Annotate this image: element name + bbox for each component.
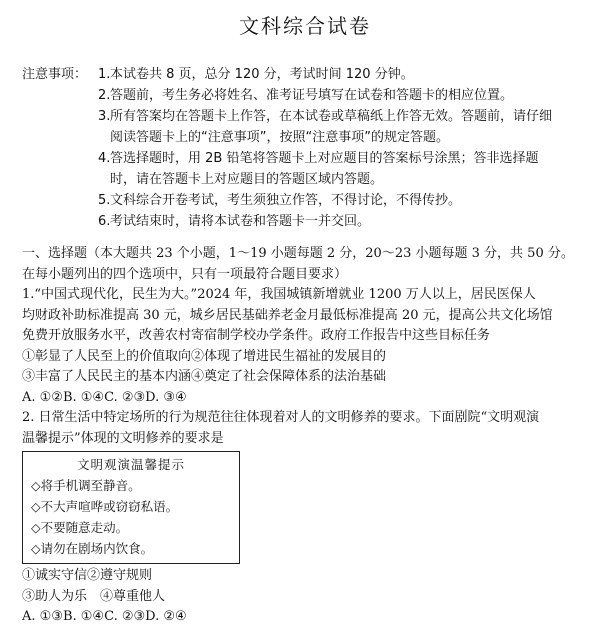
theater-notice-item: ◇不大声喧哗或窃窃私语。 xyxy=(31,499,179,514)
question-1 xyxy=(22,285,594,408)
notice-item-text: 阅读答题卡上的“注意事项”，按照“注意事项”的规定答题。 xyxy=(110,130,449,145)
theater-notice-box xyxy=(22,451,240,564)
notice-label: 注意事项： xyxy=(22,67,88,82)
notice-item-4 xyxy=(100,148,597,190)
page-title: 文科综合试卷 xyxy=(239,14,371,38)
notice-item-number: 6. xyxy=(98,214,111,229)
question-text: 免费开放服务水平，改善农村寄宿制学校办学条件。政府工作报告中这些目标任务 xyxy=(22,328,491,343)
notice-item-number: 1. xyxy=(98,67,111,82)
notice-item-text: 文科综合开卷考试，考生须独立作答，不得讨论，不得传抄。 xyxy=(110,193,462,208)
notice-item-3 xyxy=(100,106,597,148)
answer-options: A. ①②B. ①④C. ②③D. ③④ xyxy=(22,389,187,405)
questions-section xyxy=(22,244,594,628)
question-text: 均财政补助标准提高 30 元，城乡居民基础养老金月最低标准提高 20 元，提高公共文化场馆 xyxy=(22,307,553,323)
question-text: 2. 日常生活中特定场所的行为规范往往体现着对人的文明修养的要求。下面剧院“文明观演 xyxy=(22,410,540,425)
notice-item-text: 答题前，考生务必将姓名、准考证号填写在试卷和答题卡的相应位置。 xyxy=(110,88,514,103)
theater-notice-item: ◇请勿在剧场内饮食。 xyxy=(31,541,154,556)
notice-item-text: 本试卷共 8 页，总分 120 分，考试时间 120 分钟。 xyxy=(110,67,414,82)
question-statement: ①彰显了人民至上的价值取向②体现了增进民生福祉的发展目的 xyxy=(22,348,387,364)
question-statement: ③丰富了人民民主的基本内涵④奠定了社会保障体系的法治基础 xyxy=(22,369,387,384)
notice-item-text: 所有答案均在答题卡上作答，在本试卷或草稿纸上作答无效。答题前，请仔细 xyxy=(110,109,553,124)
question-statement: ③助人为乐 ④尊重他人 xyxy=(22,588,166,604)
theater-notice-item: ◇将手机调至静音。 xyxy=(31,478,141,493)
notice-item-text: 答选择题时，用 2B 铅笔将答题卡上对应题目的答案标号涂黑；答非选择题 xyxy=(110,151,539,166)
question-text: 温馨提示”体现的文明修养的要求是 xyxy=(22,430,224,446)
answer-options: A. ①③B. ①④C. ②③D. ②④ xyxy=(22,609,187,624)
notice-item-text: 时，请在答题卡上对应题目的答题区域内答题。 xyxy=(110,172,384,187)
notice-list xyxy=(100,64,597,232)
notice-item-number: 2. xyxy=(98,88,111,103)
notice-item-1 xyxy=(100,64,597,85)
notice-item-number: 3. xyxy=(98,109,111,124)
theater-notice-title: 文明观演温馨提示 xyxy=(76,457,185,472)
notice-item-number: 5. xyxy=(98,193,111,208)
section-heading: 在每小题列出的四个选项中，只有一项最符合题目要求） xyxy=(22,266,348,282)
question-statement: ①诚实守信②遵守规则 xyxy=(22,568,153,583)
notice-item-6 xyxy=(100,211,597,232)
notice-item-text: 考试结束时，请将本试卷和答题卡一并交回。 xyxy=(110,214,371,229)
section-heading: 一、选择题（本大题共 23 个小题，1～19 小题每题 2 分，20～23 小题每题 3 分，共 50 分。 xyxy=(22,246,574,261)
notice-item-2 xyxy=(100,85,597,106)
question-text: 1.“中国式现代化，民生为大。”2024 年，我国城镇新增就业 1200 万人以上，居民医保人 xyxy=(22,287,536,302)
notice-item-5 xyxy=(100,190,597,211)
theater-notice-item: ◇不要随意走动。 xyxy=(31,520,129,535)
notice-item-number: 4. xyxy=(98,151,111,166)
question-2 xyxy=(22,408,594,628)
